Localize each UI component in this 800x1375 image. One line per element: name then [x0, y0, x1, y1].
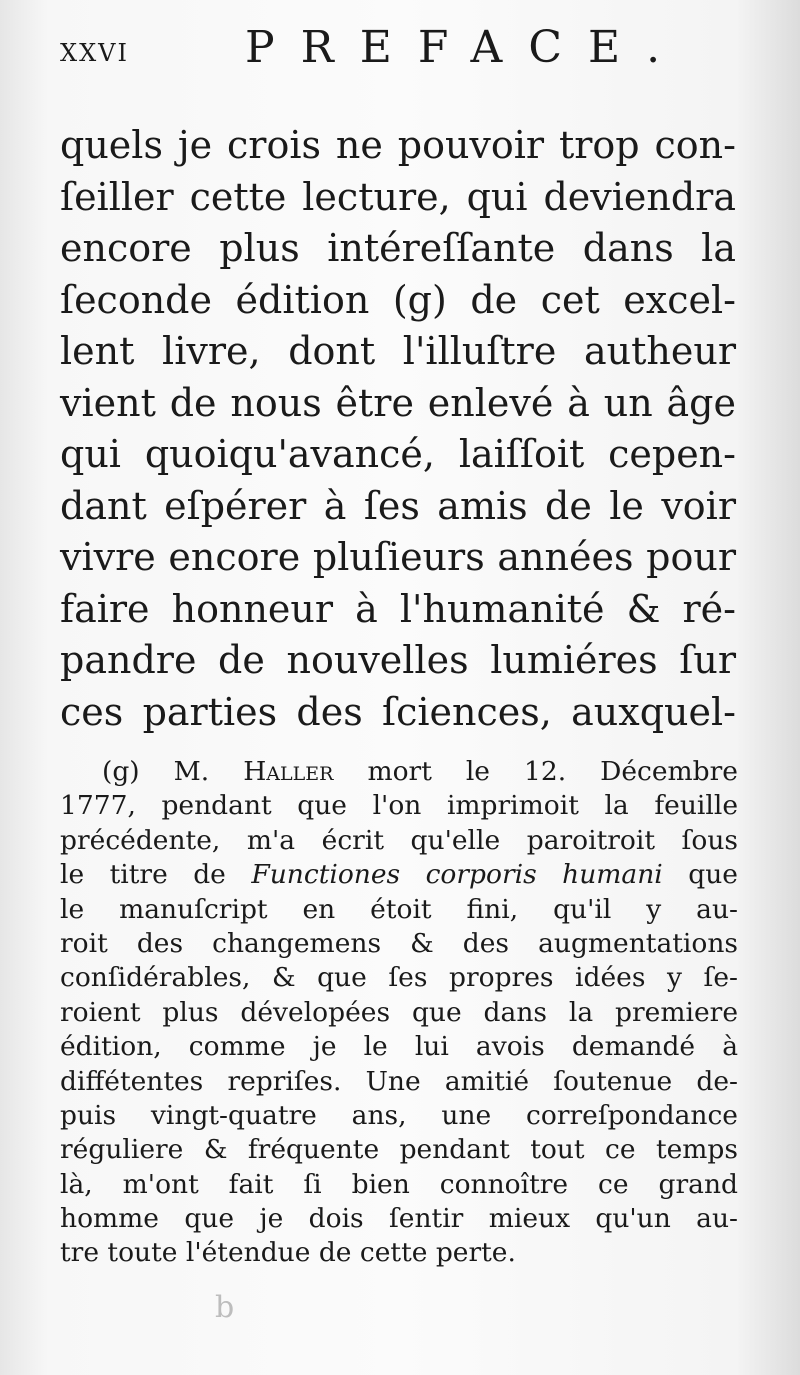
- body-line: vivre encore pluſieurs années pour: [60, 535, 736, 579]
- footnote-line: roit des changemens & des augmentations: [60, 927, 738, 959]
- body-line: lent livre, dont l'illuſtre autheur: [60, 329, 736, 373]
- footnote-line: puis vingt-quatre ans, une correſpondance: [60, 1099, 738, 1131]
- page-header: [60, 22, 740, 82]
- footnote-line: là, m'ont fait ſi bien connoître ce grand: [60, 1168, 738, 1200]
- body-line: vient de nous être enlevé à un âge: [60, 380, 736, 425]
- body-text: [60, 120, 736, 738]
- footnote-text: que: [688, 859, 738, 891]
- running-title: PREFACE.: [245, 22, 687, 73]
- body-line: pandre de nouvelles lumiéres ſur: [60, 638, 736, 682]
- footnote-line: 1777, pendant que l'on imprimoit la feuille: [60, 790, 738, 822]
- footnote-line: précédente, m'a écrit qu'elle paroitroit ſous: [60, 824, 738, 856]
- body-line: dant eſpérer à ſes amis de le voir: [60, 483, 736, 528]
- footnote-line: tre toute l'étendue de cette perte.: [60, 1237, 516, 1269]
- page-number: xxvi: [60, 30, 129, 70]
- signature-mark: b: [215, 1290, 235, 1325]
- body-line: qui quoiqu'avancé, laiſſoit cepen-: [60, 432, 736, 476]
- footnote-line: homme que je dois ſentir mieux qu'un au-: [60, 1203, 738, 1235]
- footnote-line: conſidérables, & que ſes propres idées y ſe-: [60, 962, 738, 994]
- footnote-marker: (g) M.: [102, 756, 210, 787]
- body-line: quels je crois ne pouvoir trop con-: [60, 123, 736, 167]
- footnote-line: roient plus dévelopées que dans la premiere: [60, 996, 738, 1028]
- footnote-text: mort le 12. Décembre: [367, 756, 738, 787]
- footnote-line: [60, 858, 738, 892]
- footnote-line: le manuſcript en étoit fini, qu'il y au-: [60, 893, 738, 925]
- footnote-author-name: Haller: [243, 756, 334, 787]
- footnote-line: édition, comme je le lui avois demandé à: [60, 1031, 738, 1063]
- footnote-line: réguliere & fréquente pendant tout ce temps: [60, 1134, 738, 1166]
- body-line: ſeiller cette lecture, qui deviendra: [60, 174, 736, 219]
- footnote-line: [60, 755, 738, 789]
- footnote-text: le titre de: [60, 859, 226, 891]
- body-line: encore plus intéreſſante dans la: [60, 226, 736, 270]
- body-line: ſeconde édition (g) de cet excel-: [60, 277, 736, 322]
- book-title: Functiones corporis humani: [251, 859, 663, 891]
- footnote-line: diffétentes repriſes. Une amitié ſoutenue de-: [60, 1065, 738, 1097]
- body-line: ces parties des ſciences, auxquel-: [60, 689, 736, 734]
- body-line: faire honneur à l'humanité & ré-: [60, 586, 736, 631]
- footnote: [60, 755, 738, 1271]
